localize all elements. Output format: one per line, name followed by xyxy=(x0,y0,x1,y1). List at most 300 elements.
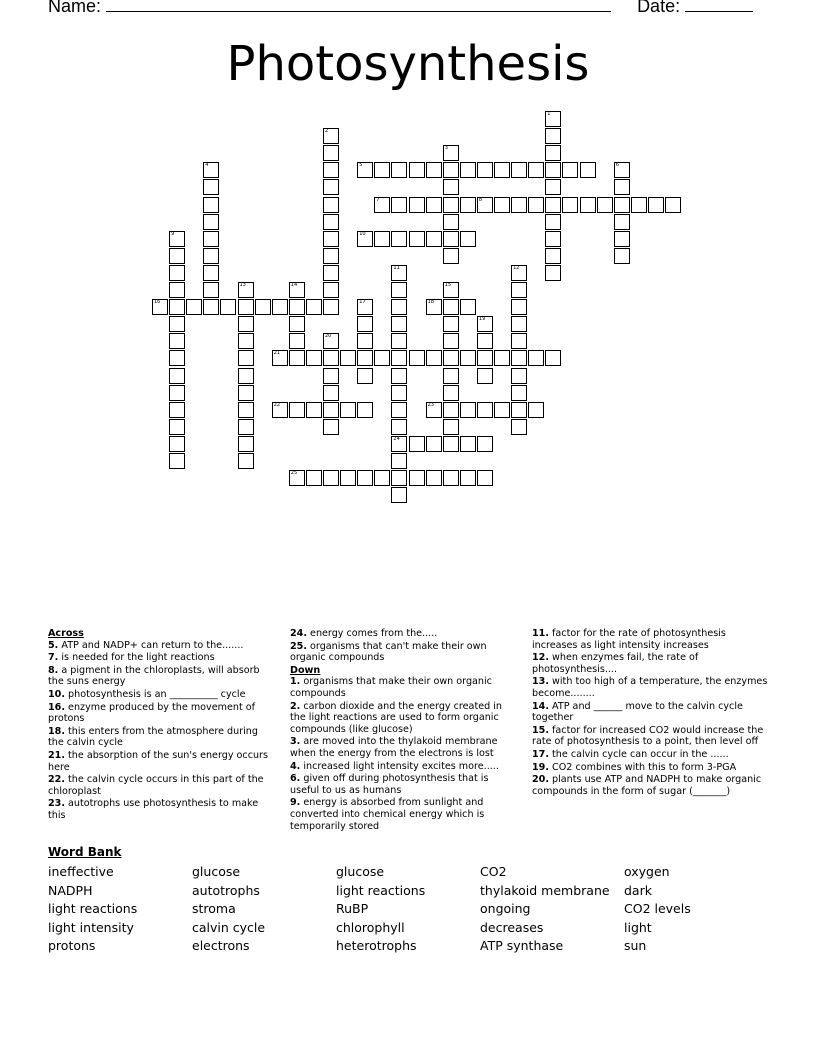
crossword-cell[interactable] xyxy=(391,265,407,281)
clue-number: 24. xyxy=(290,628,307,639)
clue-number: 15. xyxy=(532,724,549,736)
crossword-cell[interactable] xyxy=(391,333,407,349)
crossword-cell[interactable] xyxy=(460,402,476,418)
crossword-cell[interactable] xyxy=(323,368,339,384)
clue-text: is needed for the light reactions xyxy=(58,652,215,664)
clue-number: 5. xyxy=(48,639,59,651)
clue-text: CO2 combines with this to form 3-PGA xyxy=(549,761,737,773)
clue-number: 17 xyxy=(359,299,366,306)
crossword-cell[interactable] xyxy=(614,197,630,213)
crossword-cell[interactable] xyxy=(238,282,254,298)
crossword-cell[interactable] xyxy=(289,316,305,332)
clue-number: 10. xyxy=(48,688,65,700)
clue-number: 14. xyxy=(532,700,549,712)
crossword-cell[interactable] xyxy=(511,299,527,315)
clue-number: 7 xyxy=(376,196,380,203)
crossword-cell[interactable] xyxy=(614,231,630,247)
word-bank-item: protons xyxy=(48,938,96,954)
clue-number: 14 xyxy=(290,282,298,288)
crossword-cell[interactable] xyxy=(186,299,202,315)
crossword-cell[interactable] xyxy=(391,197,407,213)
crossword-cell[interactable] xyxy=(614,248,630,264)
crossword-cell[interactable] xyxy=(391,350,407,366)
crossword-cell[interactable] xyxy=(203,282,219,298)
clue xyxy=(290,628,518,640)
clue-text: increased light intensity excites more..... xyxy=(300,760,499,772)
clue-text: given off during photosynthesis that is useful to us as humans xyxy=(290,773,489,796)
crossword-cell[interactable] xyxy=(357,299,373,315)
crossword-cell[interactable] xyxy=(374,162,390,178)
crossword-cell[interactable] xyxy=(494,350,510,366)
crossword-cell[interactable] xyxy=(169,436,185,452)
word-bank-item: ATP synthase xyxy=(480,938,564,954)
crossword-cell[interactable] xyxy=(391,402,407,418)
word-bank-item: sun xyxy=(624,938,647,954)
crossword-cell[interactable] xyxy=(323,402,339,418)
crossword-cell[interactable] xyxy=(409,470,425,486)
clue-number: 25 xyxy=(290,470,298,477)
word-bank-item: RuBP xyxy=(336,901,369,917)
crossword-cell[interactable] xyxy=(545,145,561,161)
clue-text: enzyme produced by the movement of protons xyxy=(48,701,256,725)
clue xyxy=(48,774,276,797)
crossword-cell[interactable] xyxy=(443,248,459,264)
crossword-cell[interactable] xyxy=(562,162,578,178)
clue-number: 15 xyxy=(444,282,452,288)
crossword-cell[interactable] xyxy=(614,179,630,195)
clue-number: 4 xyxy=(205,162,209,169)
crossword-cell[interactable] xyxy=(340,402,356,418)
crossword-cell[interactable] xyxy=(391,231,407,247)
crossword-cell[interactable] xyxy=(409,231,425,247)
clue-number: 3 xyxy=(444,145,448,152)
clue-number: 25. xyxy=(290,640,307,652)
crossword-cell[interactable] xyxy=(511,282,527,298)
crossword-cell[interactable] xyxy=(391,282,407,298)
word-bank-item: calvin cycle xyxy=(192,919,266,935)
crossword-cell[interactable] xyxy=(511,265,527,281)
clue xyxy=(290,797,518,832)
clue-number: 23. xyxy=(48,798,65,810)
crossword-cell[interactable] xyxy=(255,299,271,315)
crossword-cell[interactable] xyxy=(323,128,339,144)
crossword-cell[interactable] xyxy=(409,350,425,366)
word-bank-item: oxygen xyxy=(624,864,670,879)
crossword-cell[interactable] xyxy=(631,197,647,213)
crossword-cell[interactable] xyxy=(494,162,510,178)
crossword-cell[interactable] xyxy=(443,350,459,366)
clue xyxy=(48,702,276,725)
crossword-cell[interactable] xyxy=(323,162,339,178)
word-bank-item: stroma xyxy=(192,901,236,917)
crossword-cell[interactable] xyxy=(511,350,527,366)
crossword-cell[interactable] xyxy=(580,197,596,213)
crossword-cell[interactable] xyxy=(152,299,168,315)
crossword-cell[interactable] xyxy=(426,231,442,247)
crossword-cell[interactable] xyxy=(169,453,185,469)
crossword-cell[interactable] xyxy=(460,436,476,452)
crossword-cell[interactable] xyxy=(511,419,527,435)
crossword-cell[interactable] xyxy=(220,299,236,315)
crossword-cell[interactable] xyxy=(391,385,407,401)
clue-text: carbon dioxide and the energy created in the light reactions are used to form organic compounds (like glucose) xyxy=(290,700,502,735)
crossword-cell[interactable] xyxy=(272,299,288,315)
crossword-cell[interactable] xyxy=(426,350,442,366)
crossword-cell[interactable] xyxy=(289,350,305,366)
crossword-cell[interactable] xyxy=(477,316,493,332)
crossword-cell[interactable] xyxy=(169,350,185,366)
clue-text: when enzymes fail, the rate of photosynthesis.... xyxy=(532,652,699,675)
crossword-cell[interactable] xyxy=(528,197,544,213)
crossword-cell[interactable] xyxy=(203,162,219,178)
clue xyxy=(290,676,518,699)
crossword-cell[interactable] xyxy=(374,470,390,486)
clue-number: 6 xyxy=(615,162,619,169)
clue-text: ATP and NADP+ can return to the....... xyxy=(58,639,244,651)
crossword-cell[interactable] xyxy=(426,470,442,486)
crossword-cell[interactable] xyxy=(391,487,407,503)
crossword-cell[interactable] xyxy=(169,333,185,349)
crossword-cell[interactable] xyxy=(169,316,185,332)
crossword-cell[interactable] xyxy=(545,265,561,281)
clue-text: factor for the rate of photosynthesis increases as light intensity increases xyxy=(532,628,726,651)
word-bank-item: light intensity xyxy=(48,919,134,935)
crossword-cell[interactable] xyxy=(545,350,561,366)
crossword-cell[interactable] xyxy=(665,197,681,213)
crossword-cell[interactable] xyxy=(545,197,561,213)
crossword-cell[interactable] xyxy=(391,162,407,178)
crossword-cell[interactable] xyxy=(409,436,425,452)
name-label: Name: xyxy=(48,0,102,16)
word-bank-item: light reactions xyxy=(48,901,138,917)
crossword-cell[interactable] xyxy=(289,299,305,315)
crossword-cell[interactable] xyxy=(545,162,561,178)
clue-number: 8 xyxy=(478,196,483,203)
crossword-cell[interactable] xyxy=(238,453,254,469)
crossword-cell[interactable] xyxy=(460,470,476,486)
crossword-cell[interactable] xyxy=(289,402,305,418)
crossword-cell[interactable] xyxy=(357,231,373,247)
crossword-cell[interactable] xyxy=(357,402,373,418)
crossword-cell[interactable] xyxy=(528,162,544,178)
crossword-cell[interactable] xyxy=(203,265,219,281)
crossword-cell[interactable] xyxy=(323,419,339,435)
crossword-cell[interactable] xyxy=(357,470,373,486)
crossword-cell[interactable] xyxy=(409,162,425,178)
clue-text: energy is absorbed from sunlight and converted into chemical energy which is temporarily stored xyxy=(290,797,485,832)
crossword-cell[interactable] xyxy=(528,350,544,366)
clue-number: 8. xyxy=(48,664,59,676)
crossword-cell[interactable] xyxy=(238,333,254,349)
crossword-cell[interactable] xyxy=(374,350,390,366)
word-bank-title: Word Bank xyxy=(48,845,122,859)
crossword-cell[interactable] xyxy=(238,368,254,384)
clues-column-3 xyxy=(532,628,770,798)
clues-column-1 xyxy=(48,628,276,823)
crossword-cell[interactable] xyxy=(306,350,322,366)
crossword-cell[interactable] xyxy=(323,214,339,230)
clue xyxy=(532,628,770,651)
crossword-cell[interactable] xyxy=(169,419,185,435)
crossword-cell[interactable] xyxy=(511,385,527,401)
crossword-cell[interactable] xyxy=(238,299,254,315)
crossword-cell[interactable] xyxy=(323,265,339,281)
clue-number: 11. xyxy=(532,628,549,639)
clue-number: 4. xyxy=(290,760,301,772)
across-heading: Across xyxy=(48,628,84,639)
crossword-cell[interactable] xyxy=(169,248,185,264)
crossword-cell[interactable] xyxy=(357,368,373,384)
crossword-cell[interactable] xyxy=(289,470,305,486)
clue-text: organisms that can't make their own organic compounds xyxy=(290,640,487,664)
clue-number: 22 xyxy=(273,401,281,408)
crossword-cell[interactable] xyxy=(203,179,219,195)
clue-number: 12. xyxy=(532,652,549,664)
crossword-cell[interactable] xyxy=(545,248,561,264)
crossword-cell[interactable] xyxy=(443,145,459,161)
word-bank-item: glucose xyxy=(336,864,385,879)
crossword-cell[interactable] xyxy=(511,197,527,213)
crossword-cell[interactable] xyxy=(477,197,493,213)
crossword-cell[interactable] xyxy=(203,248,219,264)
crossword-cell[interactable] xyxy=(443,333,459,349)
clue-text: ATP and ______ move to the calvin cycle together xyxy=(532,700,743,724)
crossword-cell[interactable] xyxy=(545,179,561,195)
crossword-cell[interactable] xyxy=(494,402,510,418)
crossword-cell[interactable] xyxy=(597,197,613,213)
crossword-cell[interactable] xyxy=(323,350,339,366)
clue xyxy=(290,773,518,796)
clue-text: photosynthesis is an __________ cycle xyxy=(65,688,246,700)
clue-text: the absorption of the sun's energy occurs here xyxy=(48,749,268,773)
clue xyxy=(532,725,770,748)
crossword-cell[interactable] xyxy=(323,197,339,213)
crossword-cell[interactable] xyxy=(203,299,219,315)
crossword-cell[interactable] xyxy=(238,350,254,366)
clue-number: 2 xyxy=(325,128,329,135)
clue-number: 1. xyxy=(290,676,301,688)
crossword-cell[interactable] xyxy=(443,470,459,486)
crossword-cell[interactable] xyxy=(340,350,356,366)
clue-number: 19. xyxy=(532,761,549,773)
crossword-cell[interactable] xyxy=(494,197,510,213)
crossword-cell[interactable] xyxy=(323,333,339,349)
crossword-cell[interactable] xyxy=(511,402,527,418)
clue-number: 20. xyxy=(532,774,549,786)
crossword-cell[interactable] xyxy=(477,470,493,486)
clue xyxy=(48,798,276,821)
crossword-cell[interactable] xyxy=(460,299,476,315)
crossword-cell[interactable] xyxy=(272,402,288,418)
crossword-cell[interactable] xyxy=(528,402,544,418)
clue xyxy=(290,641,518,664)
clue xyxy=(532,749,770,761)
crossword-cell[interactable] xyxy=(580,162,596,178)
crossword-cell[interactable] xyxy=(357,316,373,332)
crossword-cell[interactable] xyxy=(511,333,527,349)
crossword-cell[interactable] xyxy=(426,162,442,178)
crossword-cell[interactable] xyxy=(391,453,407,469)
clue-text: this enters from the atmosphere during the calvin cycle xyxy=(48,725,258,749)
crossword-cell[interactable] xyxy=(443,368,459,384)
crossword-cell[interactable] xyxy=(169,282,185,298)
clue-number: 20 xyxy=(325,333,332,340)
crossword-cell[interactable] xyxy=(511,368,527,384)
crossword-cell[interactable] xyxy=(460,231,476,247)
crossword-cell[interactable] xyxy=(614,214,630,230)
clue-text: the calvin cycle occurs in this part of the chloroplast xyxy=(48,774,264,797)
crossword-cell[interactable] xyxy=(374,231,390,247)
crossword-cell[interactable] xyxy=(306,299,322,315)
crossword-cell[interactable] xyxy=(477,333,493,349)
crossword-cell[interactable] xyxy=(357,162,373,178)
crossword-cell[interactable] xyxy=(169,265,185,281)
crossword-cell[interactable] xyxy=(443,197,459,213)
crossword-cell[interactable] xyxy=(306,402,322,418)
crossword-cell[interactable] xyxy=(169,368,185,384)
crossword-cell[interactable] xyxy=(169,299,185,315)
word-bank-item: autotrophs xyxy=(192,882,260,898)
crossword-cell[interactable] xyxy=(357,350,373,366)
crossword-cell[interactable] xyxy=(323,145,339,161)
word-bank-item: ineffective xyxy=(48,864,114,879)
word-bank-item: thylakoid membrane xyxy=(480,882,610,898)
clue-number: 22. xyxy=(48,774,65,786)
crossword-cell[interactable] xyxy=(169,402,185,418)
clue xyxy=(48,726,276,749)
crossword-cell[interactable] xyxy=(443,419,459,435)
crossword-cell[interactable] xyxy=(648,197,664,213)
crossword-cell[interactable] xyxy=(323,231,339,247)
crossword-cell[interactable] xyxy=(426,299,442,315)
crossword-cell[interactable] xyxy=(443,179,459,195)
word-bank-item: glucose xyxy=(192,864,241,879)
crossword-cell[interactable] xyxy=(238,402,254,418)
clue-number: 23 xyxy=(427,401,434,408)
crossword-cell[interactable] xyxy=(477,368,493,384)
crossword-cell[interactable] xyxy=(289,282,305,298)
clue xyxy=(290,736,518,759)
crossword-cell[interactable] xyxy=(443,385,459,401)
crossword-cell[interactable] xyxy=(460,162,476,178)
clue-number: 13 xyxy=(239,282,246,288)
crossword-cell[interactable] xyxy=(169,385,185,401)
clue-number: 6. xyxy=(290,773,301,785)
crossword-cell[interactable] xyxy=(426,436,442,452)
crossword-cell[interactable] xyxy=(426,197,442,213)
crossword-cell[interactable] xyxy=(443,282,459,298)
crossword-cell[interactable] xyxy=(238,385,254,401)
crossword-cell[interactable] xyxy=(340,470,356,486)
crossword-cell[interactable] xyxy=(409,197,425,213)
crossword-cell[interactable] xyxy=(357,333,373,349)
crossword-cell[interactable] xyxy=(545,111,561,127)
crossword-cell[interactable] xyxy=(443,299,459,315)
crossword-cell[interactable] xyxy=(323,299,339,315)
word-bank-item: dark xyxy=(624,882,652,898)
crossword-cell[interactable] xyxy=(391,368,407,384)
clue-text: organisms that make their own organic compounds xyxy=(290,676,492,699)
clue-number: 7. xyxy=(48,652,59,664)
word-bank-item: ongoing xyxy=(480,901,531,917)
clue xyxy=(532,762,770,774)
crossword-cell[interactable] xyxy=(238,436,254,452)
clue xyxy=(532,676,770,699)
crossword-cell[interactable] xyxy=(238,419,254,435)
crossword-cell[interactable] xyxy=(477,402,493,418)
crossword-cell[interactable] xyxy=(477,436,493,452)
clue-number: 11 xyxy=(393,264,400,271)
crossword-cell[interactable] xyxy=(323,470,339,486)
crossword-cell[interactable] xyxy=(323,179,339,195)
crossword-cell[interactable] xyxy=(443,162,459,178)
clue-text: energy comes from the..... xyxy=(307,628,438,639)
crossword-cell[interactable] xyxy=(511,316,527,332)
crossword-cell[interactable] xyxy=(426,402,442,418)
crossword-cell[interactable] xyxy=(443,231,459,247)
clue-number: 10 xyxy=(359,230,366,237)
clue xyxy=(290,701,518,736)
clue-number: 21. xyxy=(48,749,65,761)
crossword-cell[interactable] xyxy=(477,350,493,366)
crossword-cell[interactable] xyxy=(443,316,459,332)
clue xyxy=(532,701,770,724)
clue-number: 2. xyxy=(290,700,301,712)
word-bank-item: heterotrophs xyxy=(336,938,417,954)
crossword-cell[interactable] xyxy=(443,214,459,230)
crossword-cell[interactable] xyxy=(391,316,407,332)
crossword-cell[interactable] xyxy=(545,231,561,247)
crossword-cell[interactable] xyxy=(323,282,339,298)
crossword-cell[interactable] xyxy=(545,214,561,230)
crossword-cell[interactable] xyxy=(443,436,459,452)
crossword-cell[interactable] xyxy=(460,350,476,366)
clue-text: a pigment in the chloroplasts, will absorb the suns energy xyxy=(48,664,260,688)
clue-number: 9. xyxy=(290,797,301,809)
crossword-cell[interactable] xyxy=(391,299,407,315)
clue xyxy=(48,689,276,701)
clue-text: factor for increased CO2 would increase the rate of photosynthesis to a point, then level off xyxy=(532,724,764,748)
clue-number: 9 xyxy=(171,230,175,237)
crossword-cell[interactable] xyxy=(289,333,305,349)
crossword-cell[interactable] xyxy=(545,128,561,144)
crossword-cell[interactable] xyxy=(562,197,578,213)
word-bank-item: light reactions xyxy=(336,882,426,898)
crossword-cell[interactable] xyxy=(511,162,527,178)
clue-text: are moved into the thylakoid membrane when the energy from the electrons is lost xyxy=(290,736,498,759)
crossword-cell[interactable] xyxy=(203,197,219,213)
clue-number: 12 xyxy=(513,264,520,271)
crossword-cell[interactable] xyxy=(391,470,407,486)
crossword-cell[interactable] xyxy=(477,162,493,178)
crossword-cell[interactable] xyxy=(203,214,219,230)
crossword-cell[interactable] xyxy=(272,350,288,366)
crossword-cell[interactable] xyxy=(238,316,254,332)
crossword-cell[interactable] xyxy=(203,231,219,247)
crossword-cell[interactable] xyxy=(323,248,339,264)
word-bank-item: NADPH xyxy=(48,882,93,898)
crossword-cell[interactable] xyxy=(323,385,339,401)
page-title: Photosynthesis xyxy=(226,36,590,92)
crossword-cell[interactable] xyxy=(443,402,459,418)
crossword-cell[interactable] xyxy=(169,231,185,247)
crossword-cell[interactable] xyxy=(374,197,390,213)
crossword-cell[interactable] xyxy=(391,436,407,452)
crossword-cell[interactable] xyxy=(391,419,407,435)
crossword-cell[interactable] xyxy=(306,470,322,486)
crossword-cell[interactable] xyxy=(614,162,630,178)
crossword-cell[interactable] xyxy=(460,197,476,213)
